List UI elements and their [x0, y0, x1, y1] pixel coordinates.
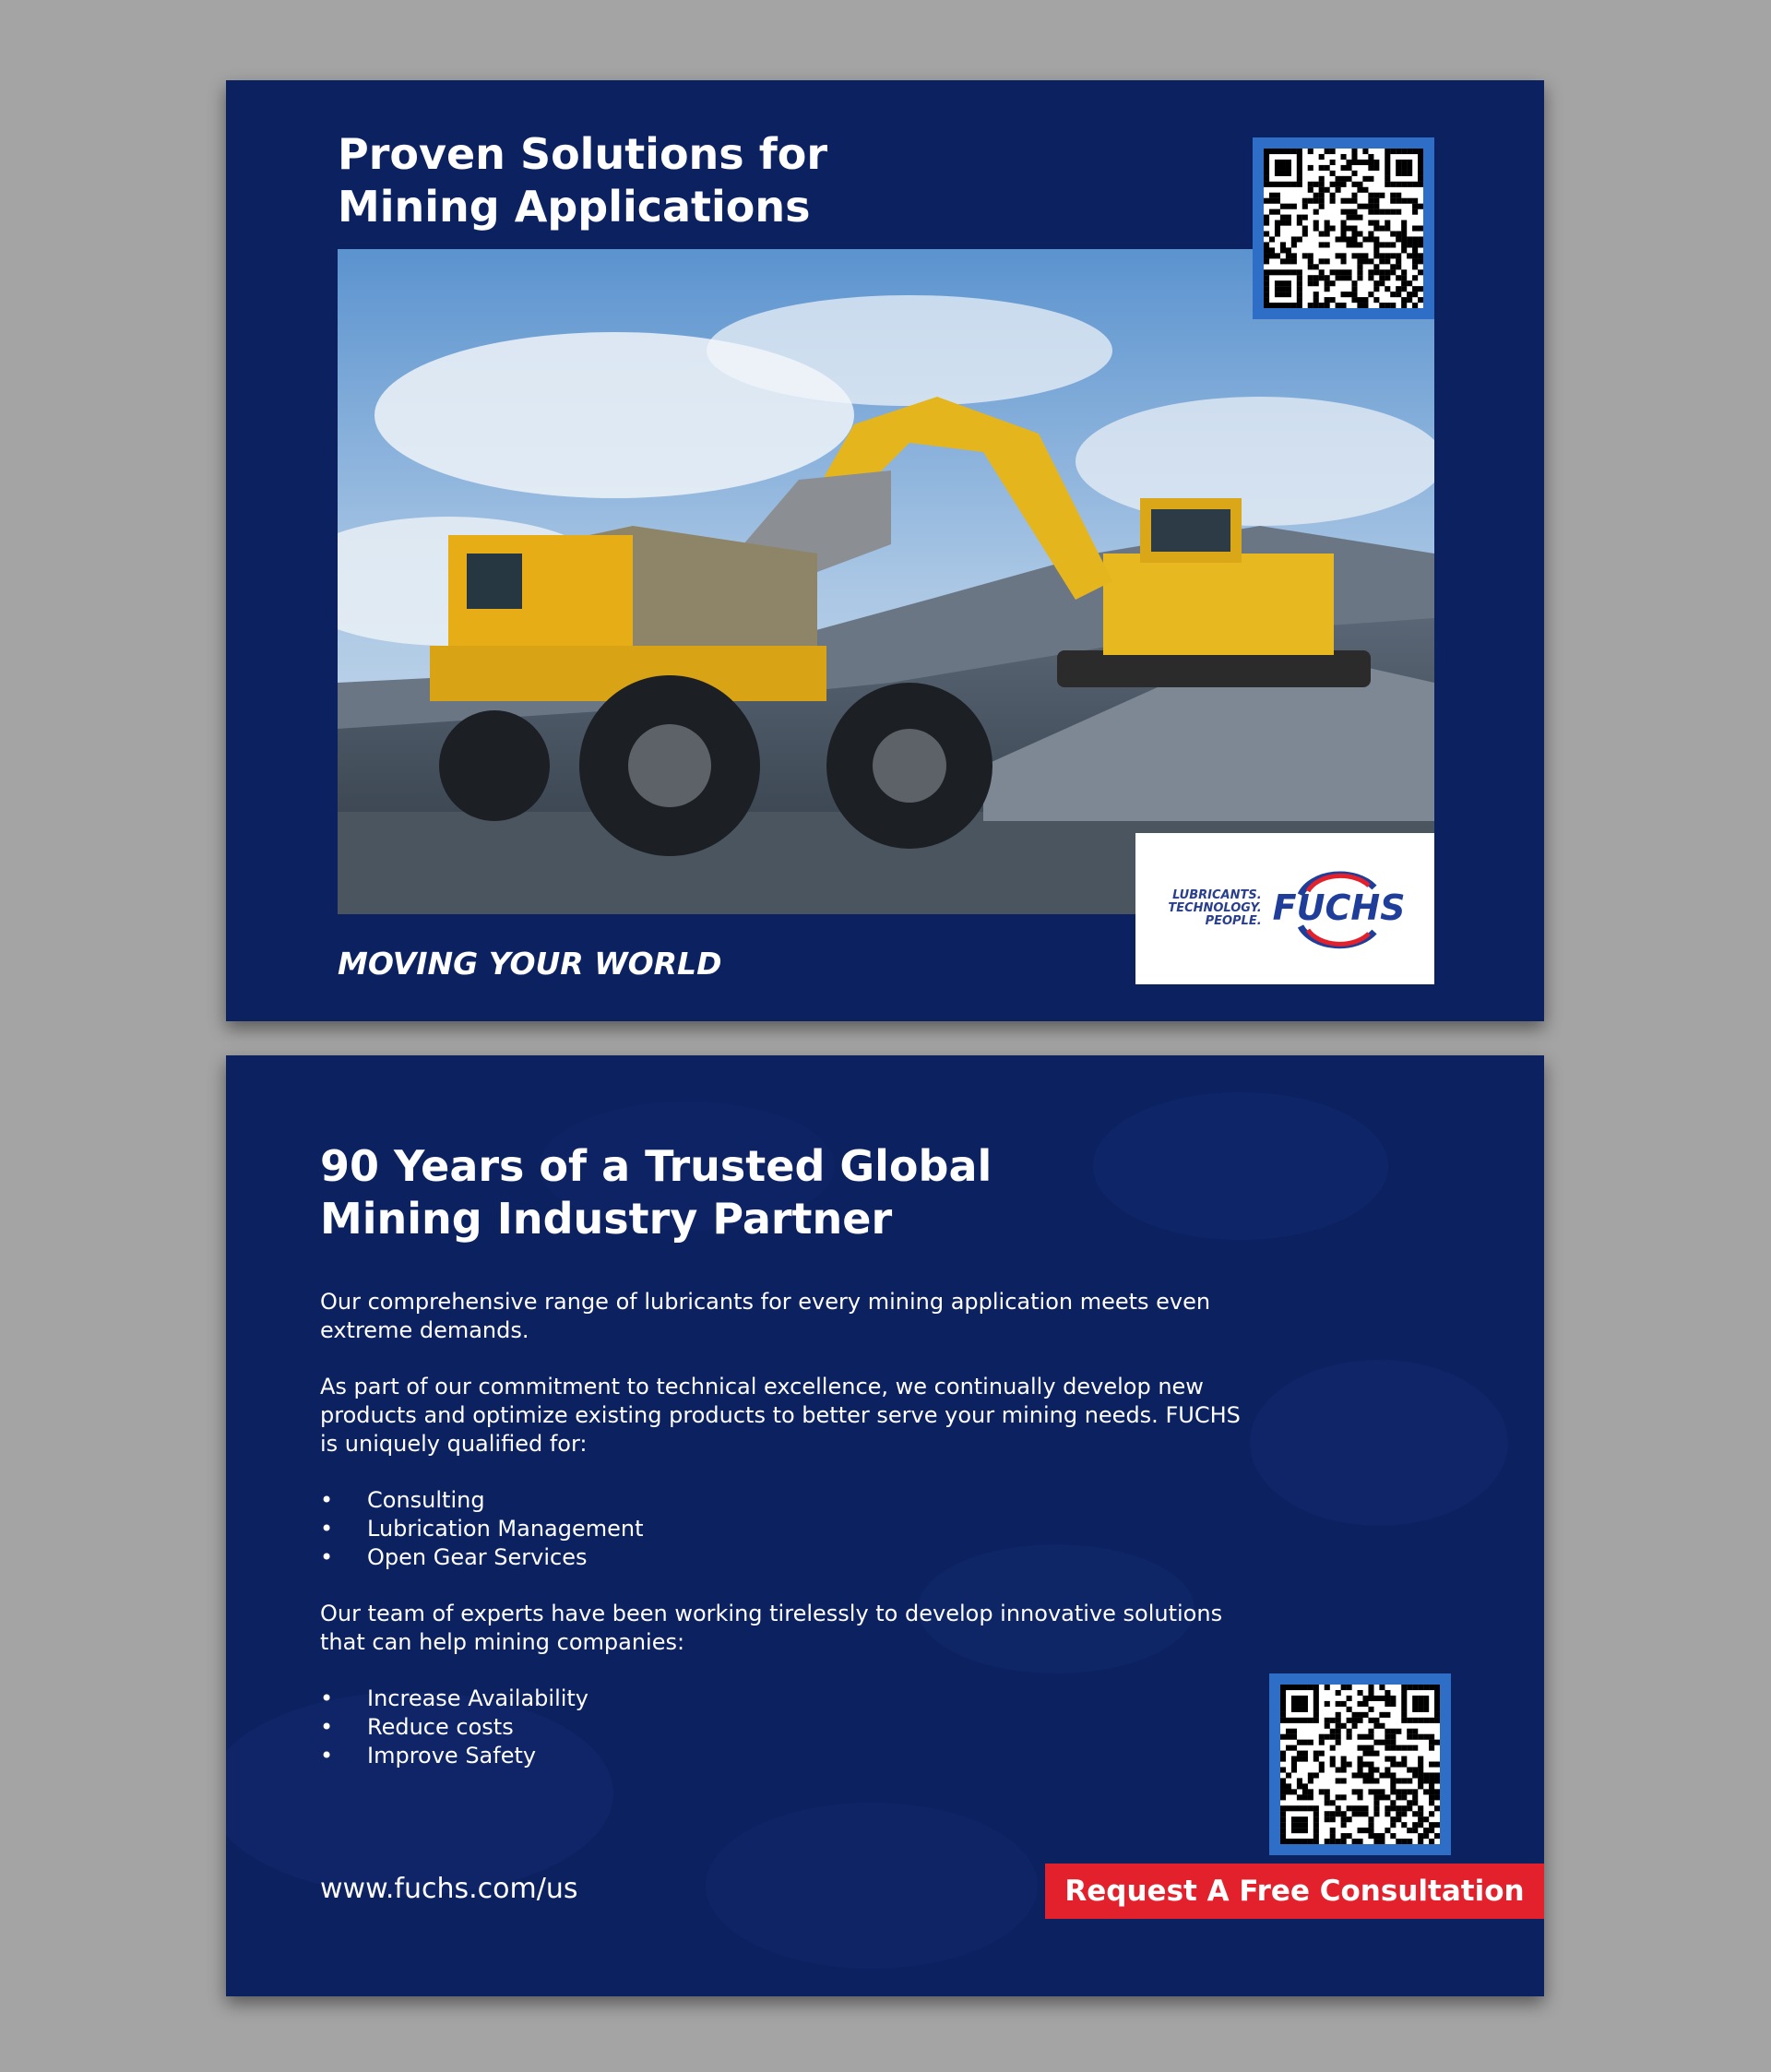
back-title-line2: Mining Industry Partner [320, 1194, 893, 1244]
list-item [320, 1742, 1242, 1770]
logo-tagline [1168, 889, 1261, 928]
paragraph-commitment: As part of our commitment to technical excellence, we continually develop new products and optimize existing products to better serve your mining needs. FUCHS is uniquely qualified for: [320, 1374, 1241, 1457]
logo-tagline-line3: PEOPLE. [1205, 914, 1262, 928]
bullet: • [320, 1743, 334, 1768]
list-item [320, 1713, 1242, 1742]
front-slogan: MOVING YOUR WORLD [338, 946, 722, 982]
benefits-list [320, 1685, 1242, 1770]
bullet: • [320, 1685, 334, 1711]
list-item-label: Increase Availability [367, 1685, 589, 1711]
bullet: • [320, 1544, 334, 1570]
front-title-line2: Mining Applications [338, 182, 811, 232]
list-item-label: Open Gear Services [367, 1544, 588, 1570]
list-item [320, 1685, 1242, 1713]
fuchs-logo-box [1135, 833, 1434, 984]
front-title-line1: Proven Solutions for [338, 129, 827, 179]
list-item [320, 1486, 1242, 1515]
fuchs-logo [1272, 867, 1406, 950]
bullet: • [320, 1487, 334, 1513]
request-consultation-button[interactable]: Request A Free Consultation [1045, 1864, 1544, 1919]
body-copy [320, 1288, 1242, 1798]
qr-code-graphic [1280, 1685, 1440, 1844]
bullet: • [320, 1516, 334, 1542]
front-title [338, 128, 827, 233]
back-title-line1: 90 Years of a Trusted Global [320, 1141, 992, 1191]
list-item [320, 1543, 1242, 1572]
paragraph-intro: Our comprehensive range of lubricants for every mining application meets even extreme demands. [320, 1289, 1211, 1343]
fuchs-wordmark: FUCHS [1272, 887, 1406, 928]
list-item-label: Reduce costs [367, 1714, 514, 1740]
website-link[interactable]: www.fuchs.com/us [320, 1873, 578, 1905]
paragraph-experts: Our team of experts have been working tirelessly to develop innovative solutions that can help mining companies: [320, 1601, 1223, 1655]
qr-code-graphic [1264, 149, 1423, 308]
logo-tagline-line1: LUBRICANTS. [1172, 888, 1262, 902]
qr-code[interactable] [1269, 1673, 1451, 1855]
list-item [320, 1515, 1242, 1543]
mining-truck-excavator-image [338, 249, 1434, 914]
list-item-label: Consulting [367, 1487, 485, 1513]
qr-code[interactable] [1253, 137, 1434, 319]
mining-photo [338, 249, 1434, 914]
back-title [320, 1140, 992, 1245]
logo-tagline-line2: TECHNOLOGY. [1168, 901, 1262, 915]
bullet: • [320, 1714, 334, 1740]
qualified-list [320, 1486, 1242, 1572]
list-item-label: Lubrication Management [367, 1516, 644, 1542]
list-item-label: Improve Safety [367, 1743, 537, 1768]
flyer-front [226, 80, 1544, 1021]
flyer-back [226, 1055, 1544, 1996]
